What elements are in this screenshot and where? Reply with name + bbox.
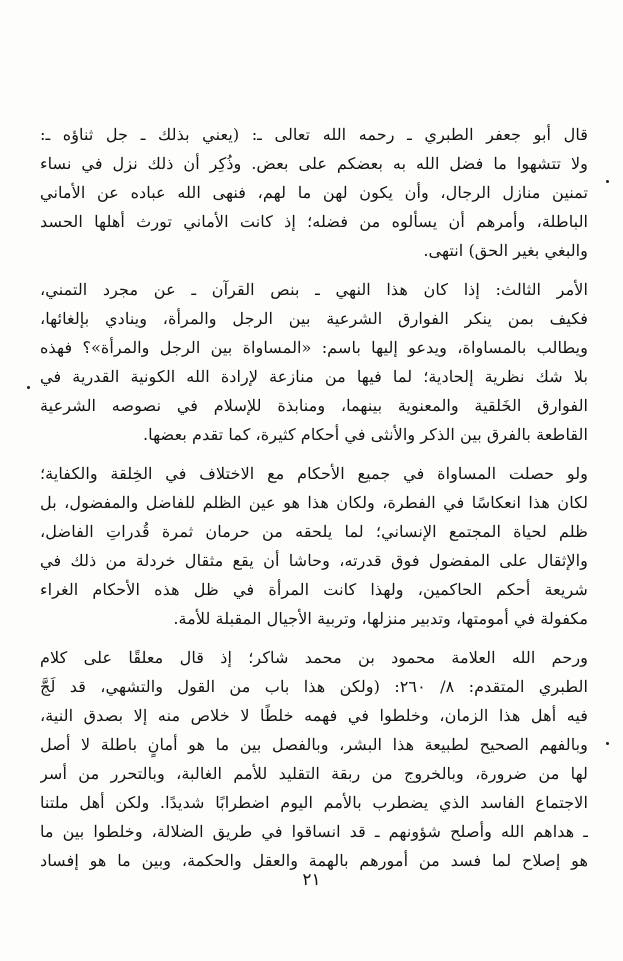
page-body (40, 120, 588, 875)
text-line: شريعة أحكم الحاكمين، ولهذا كانت المرأة في ظل هذه الأحكام الغراء (40, 580, 588, 599)
text-line: الباطلة، وأمرهم أن يسألوه من فضله؛ إذ كانت الأماني تورث أهلها الحسد (40, 212, 588, 231)
margin-speck (27, 386, 30, 389)
text-line: والبغي بغير الحق) انتهى. (423, 241, 588, 260)
text-line: مكفولة في أمومتها، وتدبير منزلها، وتربية الأجيال المقبلة للأمة. (173, 609, 588, 628)
text-line: وبالفهم الصحيح لطبيعة هذا البشر، وبالفصل بين ما هو أمانٍ باطلة لا أصل (40, 735, 588, 754)
text-line: لكان هذا انعكاسًا في الفطرة، ولكان هذا هو عين الظلم للفاضل والمفضول، بل (40, 493, 588, 512)
text-line: الفوارق الخَلقية والمعنوية بينهما، ومنابذة للإسلام في نصوصه الشرعية (40, 396, 588, 415)
text-line: القاطعة بالفرق بين الذكر والأنثى في أحكام كثيرة، كما تقدم بعضها. (143, 425, 588, 444)
text-line: الأمر الثالث: إذا كان هذا النهي ـ بنص القرآن ـ عن مجرد التمني، (40, 280, 588, 299)
text-line: والإثقال على المفضول فوق قدرته، وحاشا أن يقع مثقال خردلة من ذلك في (40, 551, 588, 570)
page-number: ٢١ (302, 870, 321, 890)
text-line: هو إصلاح لما فسد من أمورهم بالهمة والعقل والحكمة، وبين ما هو إفساد (40, 851, 588, 870)
text-line: ولو حصلت المساواة في جميع الأحكام مع الاختلاف في الخِلقة والكفاية؛ (40, 464, 588, 483)
paragraph-tabari-quote (40, 120, 588, 265)
text-line: تمنين منازل الرجال، وأن يكون لهن ما لهم، فنهى الله عباده عن الأماني (40, 183, 588, 202)
paragraph-equality (40, 459, 588, 633)
text-line: ولا تتشهوا ما فضل الله به بعضكم على بعض. وذُكِر أن ذلك نزل في نساء (40, 154, 588, 173)
text-line: فيه أهل هذا الزمان، وخلطوا في فهمه خلطًا لا خلاص منه إلا بصدق النية، (40, 706, 588, 725)
paragraph-third-matter (40, 275, 588, 449)
text-line: لها من ضرورة، وبالخروج من ربقة التقليد للأمم الغالبة، وبالتحرر من أسر (40, 764, 588, 783)
text-line: الطبري المتقدم: ٨/ ٢٦٠: (ولكن هذا باب من القول والتشهي، قد لَجَّ (40, 677, 588, 696)
text-line: ورحم الله العلامة محمود بن محمد شاكر؛ إذ قال معلقًا على كلام (40, 648, 588, 667)
text-line: ويطالب بالمساواة، ويدعو إليها باسم: «المساواة بين الرجل والمرأة»؟ فهذه (40, 338, 588, 357)
text-line: الاجتماع الفاسد الذي يضطرب بالأمم اليوم اضطرابًا شديدًا. ولكن أهل ملتنا (40, 793, 588, 812)
margin-speck (606, 742, 609, 745)
text-line: بلا شك نظرية إلحادية؛ لما فيها من منازعة لإرادة الله الكونية القدرية في (40, 367, 588, 386)
text-line: ـ هداهم الله وأصلح شؤونهم ـ قد انساقوا في طريق الضلالة، وخلطوا بين ما (40, 822, 588, 841)
paragraph-shakir-comment (40, 643, 588, 875)
text-line: فكيف بمن ينكر الفوارق الشرعية بين الرجل والمرأة، وينادي بإلغائها، (40, 309, 588, 328)
text-line: قال أبو جعفر الطبري ـ رحمه الله تعالى ـ: (يعني بذلك ـ جل ثناؤه ـ: (40, 125, 588, 144)
margin-speck (606, 180, 609, 183)
text-line: ظلم لحياة المجتمع الإنساني؛ لما يلحقه من حرمان ثمرة قُدراتِ الفاضل، (40, 522, 588, 541)
